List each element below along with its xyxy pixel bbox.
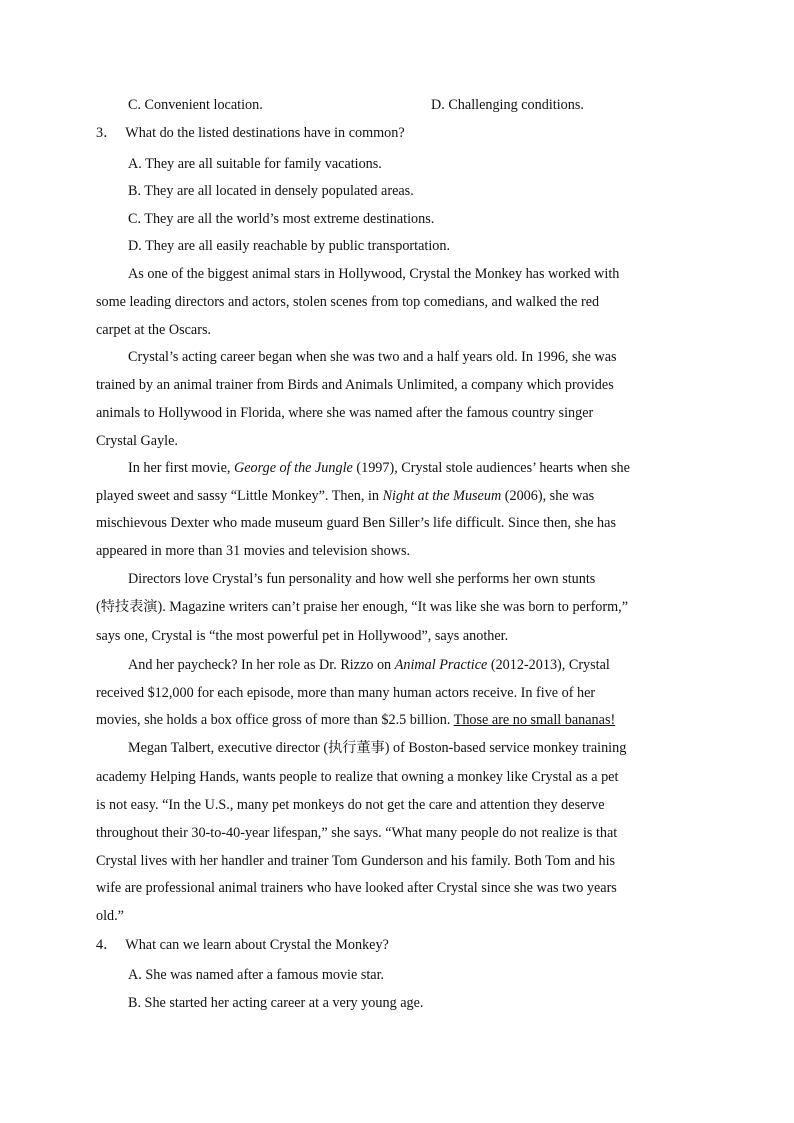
paragraph-6-line-6: wife are professional animal trainers who have looked after Crystal since she was two years bbox=[96, 880, 617, 896]
paragraph-2-line-4: Crystal Gayle. bbox=[96, 433, 178, 449]
paragraph-6-line-3: is not easy. “In the U.S., many pet monkeys do not get the care and attention they deserve bbox=[96, 797, 605, 813]
option-a: A. They are all suitable for family vacations. bbox=[128, 156, 382, 172]
option-b: B. She started her acting career at a very young age. bbox=[128, 995, 424, 1011]
option-b: B. They are all located in densely populated areas. bbox=[128, 183, 414, 199]
paragraph-2-line-2: trained by an animal trainer from Birds and Animals Unlimited, a company which provides bbox=[96, 377, 614, 393]
paragraph-6-line-4: throughout their 30-to-40-year lifespan,” she says. “What many people do not realize is that bbox=[96, 825, 618, 841]
paragraph-3-line-1: In her first movie, George of the Jungle (1997), Crystal stole audiences’ hearts when she bbox=[128, 460, 630, 476]
paragraph-5-line-3: movies, she holds a box office gross of more than $2.5 billion. Those are no small bananas! bbox=[96, 712, 616, 728]
paragraph-4-line-2: (特技表演). Magazine writers can’t praise her enough, “It was like she was born to perform,” bbox=[96, 599, 628, 615]
option-d-top: D. Challenging conditions. bbox=[431, 97, 584, 113]
question-stem: What can we learn about Crystal the Monkey? bbox=[125, 937, 389, 953]
movie-title: Night at the Museum bbox=[382, 488, 502, 504]
paragraph-6-line-7: old.” bbox=[96, 908, 124, 924]
question-stem: What do the listed destinations have in common? bbox=[125, 125, 405, 141]
option-d: D. They are all easily reachable by public transportation. bbox=[128, 238, 450, 254]
show-title: Animal Practice bbox=[394, 657, 488, 673]
option-c: C. They are all the world’s most extreme destinations. bbox=[128, 211, 435, 227]
paragraph-6-line-1: Megan Talbert, executive director (执行董事) of Boston-based service monkey training bbox=[128, 740, 627, 756]
paragraph-3-line-2: played sweet and sassy “Little Monkey”. Then, in Night at the Museum (2006), she was bbox=[96, 488, 595, 504]
paragraph-4-line-3: says one, Crystal is “the most powerful pet in Hollywood”, says another. bbox=[96, 628, 509, 644]
paragraph-6-line-5: Crystal lives with her handler and trainer Tom Gunderson and his family. Both Tom and his bbox=[96, 853, 616, 869]
movie-title: George of the Jungle bbox=[233, 460, 353, 476]
paragraph-2-line-1: Crystal’s acting career began when she was two and a half years old. In 1996, she was bbox=[128, 349, 617, 365]
paragraph-3-line-4: appeared in more than 31 movies and television shows. bbox=[96, 543, 411, 559]
option-a: A. She was named after a famous movie star. bbox=[128, 967, 385, 983]
question-number: 3． bbox=[96, 125, 118, 141]
paragraph-6-line-2: academy Helping Hands, wants people to realize that owning a monkey like Crystal as a pet bbox=[96, 769, 619, 785]
paragraph-1-line-1: As one of the biggest animal stars in Hollywood, Crystal the Monkey has worked with bbox=[128, 266, 620, 282]
question-4 bbox=[96, 936, 389, 954]
paragraph-5-line-2: received $12,000 for each episode, more than many human actors receive. In five of her bbox=[96, 685, 596, 701]
paragraph-4-line-1: Directors love Crystal’s fun personality and how well she performs her own stunts bbox=[128, 571, 596, 587]
paragraph-2-line-3: animals to Hollywood in Florida, where she was named after the famous country singer bbox=[96, 405, 594, 421]
paragraph-3-line-3: mischievous Dexter who made museum guard Ben Siller’s life difficult. Since then, she has bbox=[96, 515, 616, 531]
question-3 bbox=[96, 124, 405, 142]
underlined-phrase: Those are no small bananas! bbox=[453, 712, 616, 728]
option-c-top: C. Convenient location. bbox=[128, 97, 263, 113]
paragraph-1-line-3: carpet at the Oscars. bbox=[96, 322, 212, 338]
question-number: 4． bbox=[96, 937, 118, 953]
paragraph-5-line-1: And her paycheck? In her role as Dr. Rizzo on Animal Practice (2012-2013), Crystal bbox=[128, 657, 610, 673]
paragraph-1-line-2: some leading directors and actors, stolen scenes from top comedians, and walked the red bbox=[96, 294, 600, 310]
